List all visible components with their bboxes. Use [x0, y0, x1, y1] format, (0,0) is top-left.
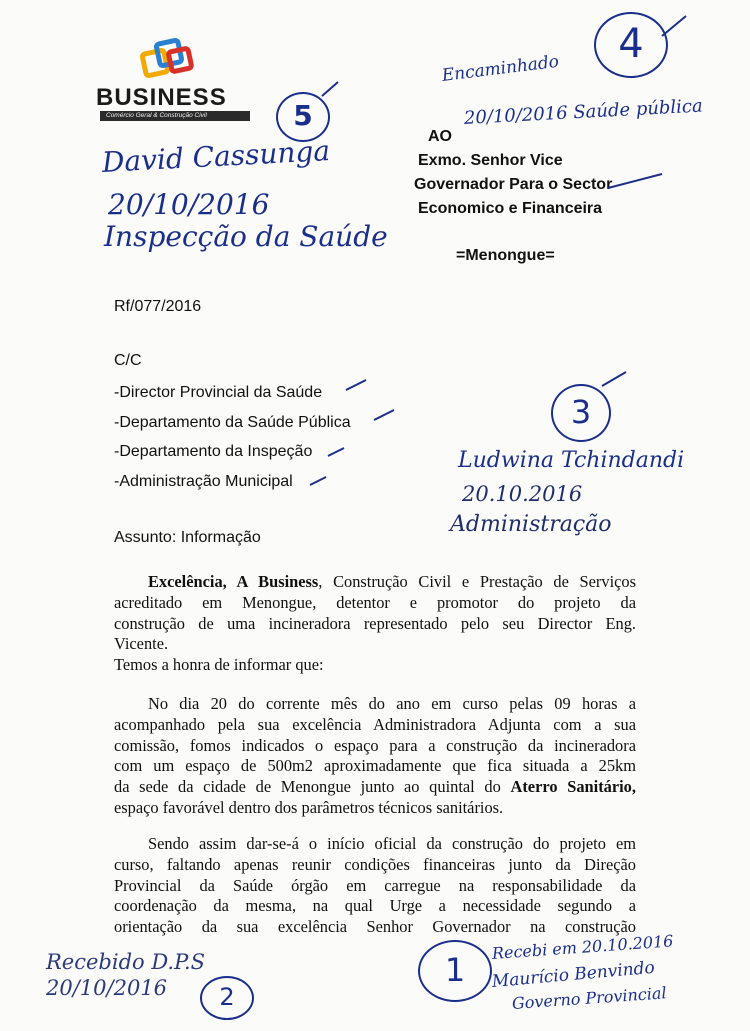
circled-number-5: 5 [276, 92, 330, 142]
handwritten-forward-date: 20/10/2016 Saúde pública [463, 95, 704, 129]
circled-number-2: 2 [200, 976, 254, 1020]
body-line: Vicente. [114, 634, 169, 654]
handwritten-received-dps: Recebido D.P.S [46, 950, 206, 974]
body-paragraph-2 [114, 694, 636, 819]
body-line: com um espaço de 500m2 aproximadamente que fica situada a 25km [114, 756, 636, 776]
body-line: espaço favorável dentro dos parâmetros técnicos sanitários. [114, 797, 504, 817]
company-logo [96, 36, 251, 122]
body-line: orientação da sua excelência Senhor Governador na construção [114, 917, 636, 937]
circled-number-3: 3 [551, 384, 611, 442]
check-mark-icon [600, 370, 630, 390]
check-mark-icon [372, 408, 398, 424]
body-paragraph-1 [114, 572, 636, 676]
body-line: No dia 20 do corrente mês do ano em curso pelas 09 horas a [148, 694, 636, 713]
handwritten-admin-date: 20.10.2016 [462, 482, 583, 506]
check-mark-icon [308, 475, 328, 489]
check-mark-icon [326, 446, 346, 460]
body-paragraph-3 [114, 834, 636, 938]
logo-squares-icon [134, 36, 204, 86]
check-mark-icon [660, 14, 690, 40]
addressee-line-1: Exmo. Senhor Vice [418, 152, 563, 169]
handwritten-received-office: Governo Provincial [511, 983, 668, 1013]
addressee-ao: AO [428, 128, 452, 145]
handwritten-admin-name: Ludwina Tchindandi [458, 448, 685, 473]
body-line: acompanhado pela sua excelência Administradora Adjunta com a sua [114, 714, 636, 734]
subject-line [114, 529, 261, 547]
addressee-location: =Menongue= [456, 247, 555, 264]
handwritten-signature-date: 20/10/2016 [108, 188, 270, 221]
check-mark-icon [320, 80, 342, 100]
body-line: Provincial da Saúde órgão em carregue na responsabilidade da [114, 875, 636, 895]
body-line: Temos a honra de informar que: [114, 655, 324, 675]
handwritten-signature-department: Inspecção da Saúde [104, 220, 388, 253]
company-tagline: Comércio Geral & Construção Civil [106, 112, 207, 119]
cc-item: -Administração Municipal [114, 473, 293, 490]
subject-value: Informação [180, 529, 261, 546]
body-line: coordenação da mesma, na qual Urge a necessidade segundo a [114, 896, 636, 916]
handwritten-received-name: Maurício Benvindo [491, 957, 656, 992]
handwritten-received-dps-date: 20/10/2016 [46, 976, 168, 1000]
check-mark-icon [344, 378, 370, 394]
subject-label: Assunto: [114, 529, 177, 546]
body-line: Excelência, A Business, Construção Civil e Prestação de Serviços [148, 572, 636, 591]
handwritten-received-note: Recebi em 20.10.2016 [491, 931, 674, 963]
body-line: construção de uma incineradora representado pelo seu Director Eng. [114, 613, 636, 633]
handwritten-admin-department: Administração [450, 512, 612, 537]
body-line: comissão, fomos indicados o espaço para a construção da incineradora [114, 735, 636, 755]
circled-number-4: 4 [594, 12, 668, 78]
company-name: BUSINESS [96, 84, 227, 111]
body-line: acreditado em Menongue, detentor e promotor do projeto da [114, 592, 636, 612]
handwritten-forward-note: Encaminhado [440, 51, 561, 86]
handwritten-signature-name: David Cassunga [101, 134, 331, 179]
circled-number-1: 1 [418, 940, 492, 1002]
body-line: Sendo assim dar-se-á o início oficial da construção do projeto em [148, 834, 636, 853]
check-mark-icon [606, 172, 666, 192]
reference-number: Rf/077/2016 [114, 298, 202, 315]
body-line: curso, faltando apenas reunir condições financeiras junto da Direção [114, 854, 636, 874]
cc-label: C/C [114, 352, 142, 369]
body-line: da sede da cidade de Menongue junto ao quintal do Aterro Sanitário, [114, 777, 636, 797]
addressee-line-2: Governador Para o Sector [414, 176, 613, 193]
addressee-line-3: Economico e Financeira [418, 200, 603, 217]
cc-item: -Departamento da Inspeção [114, 443, 313, 460]
cc-item: -Departamento da Saúde Pública [114, 414, 351, 431]
cc-item: -Director Provincial da Saúde [114, 384, 323, 401]
